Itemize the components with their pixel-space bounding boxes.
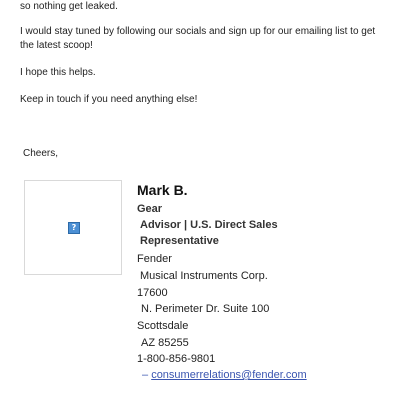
email-link[interactable]: consumerrelations@fender.com: [151, 369, 307, 381]
signature-image-placeholder[interactable]: [24, 180, 122, 275]
body-text-line: Keep in touch if you need anything else!: [20, 94, 198, 105]
signature-city: Scottsdale: [137, 320, 189, 332]
body-text-line: I hope this helps.: [20, 67, 96, 78]
signature-phone[interactable]: 1-800-856-9801: [137, 353, 216, 365]
closing-text: Cheers,: [23, 148, 59, 159]
body-text-line: so nothing get leaked.: [20, 1, 118, 12]
signature-name: Mark B.: [137, 182, 188, 198]
signature-company: Fender: [137, 253, 172, 265]
signature-address-street: N. Perimeter Dr. Suite 100: [141, 303, 270, 315]
signature-state-zip: AZ 85255: [141, 337, 189, 349]
broken-image-icon: ?: [68, 222, 80, 234]
email-dash: –: [142, 369, 152, 381]
signature-company: Musical Instruments Corp.: [140, 270, 268, 282]
signature-email-row: [142, 368, 307, 382]
signature-title: Representative: [140, 235, 219, 247]
signature-title: Gear: [137, 203, 163, 215]
signature-address-number: 17600: [137, 287, 168, 299]
body-text-line: I would stay tuned by following our socials and sign up for our emailing list to get the latest scoop!: [20, 26, 376, 51]
signature-title: Advisor | U.S. Direct Sales: [140, 219, 278, 231]
